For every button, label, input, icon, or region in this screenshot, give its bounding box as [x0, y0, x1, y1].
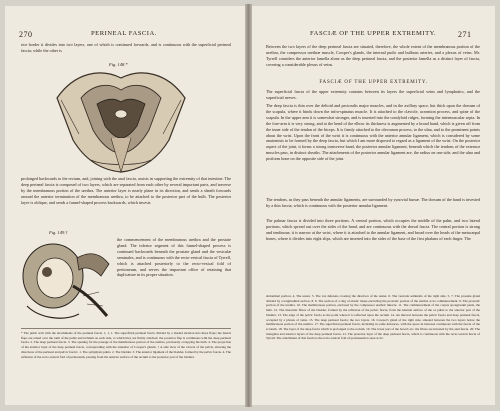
- left-wrap-text: the commencement of the membranous urethra and the prostate gland. The inferior segment of this funnel-shaped process is continued backwards beneath the prostate gland and the vesiculæ seminales, and is continuous with the recto-vesical fascia of Tyrrell, which is attached posteriorly to the recto-vesical fold of peritoneum, and serves the important office of retaining that duplicature in its proper situation.: [117, 237, 231, 278]
- right-para-1: Between the two layers of the deep perineal fascia are situated, therefore, the whole extent of the membranous portion of the urethra, the compressor urethræ muscle, Cowper's glands, the internal pudic and bulbous arteries, and a plexus of veins. Mr. Tyrrell considers the anterior lamella alone as the deep perineal fascia, and the posterior lamella as a distinct layer of fascia, covering a considerable plexus of veins.: [266, 44, 480, 67]
- left-body-text: prolonged backwards to the rectum, and, joining with the anal fascia, assists in supporting the extremity of that intestine. The deep perineal fascia is composed of two layers, which are separated from each other by several important parts, and traverse by the membranous portion of the urethra. The anterior layer is nearly plane in its direction, and sends a sheath forwards around the anterior termination of the membranous urethra, to be attached to the posterior part of the bulb. The posterior layer is oblique, and sends a funnel-shaped process backwards, which invests: [21, 176, 231, 205]
- right-para-4: The tendons, as they pass beneath the annular ligaments, are surrounded by synovial bursæ. The dorsum of the hand is invested by a thin fascia, which is continuous with the posterior annular ligament.: [266, 197, 480, 208]
- right-para-3: The deep fascia is thin over the deltoid and pectoralis major muscles, and in the axillary space, but thick upon the dorsum of the scapula, where it binds down the infra-spinatus muscle. It is attached to the clavicle, acromion process, and spine of the scapula. In the upper arm it is somewhat stronger, and is inserted into the condyloid ridges, forming the intermuscular septa. In the fore-arm it is very strong, and at the bend of the elbow its thickness is augmented by a broad band, which is given off from the inner side of the tendon of the biceps. It is firmly attached to the olecranon process, to the ulna, and to the prominent points about the wrist. Upon the front of the wrist it is continuous with the anterior annular ligament, which is considered by some anatomists to be formed by the deep fascia, but which I am more disposed to regard as a ligament of the wrist. On the posterior aspect of the joint, it forms a strong transverse band, the posterior annular ligament, beneath which the tendons of the extensor muscles pass, in distinct sheaths. The attachments of the posterior annular ligament are, the radius on one side, and the ulna and pisiform bone on the opposite side of the joint.: [266, 103, 480, 162]
- figure-148-label: Fig. 148.*: [109, 62, 128, 67]
- figure-149-label: Fig. 149.†: [49, 230, 68, 235]
- left-footnote-rule: [21, 328, 231, 329]
- right-para-5: The palmar fascia is divided into three portions. A central portion, which occupies the middle of the palm, and two lateral portions, which spread out over the sides of the hand, and are continuous with the dorsal fascia. The central portion is strong and tendinous; it is narrow at the wrist, where it is attached to the annular ligament, and broad over the heads of the metacarpal bones, where it divides into eight slips, which are inserted into the sides of the base of the first phalanx of each finger. The: [266, 218, 480, 241]
- left-footnote: * The pubic arch with the attachments of the perineal fascia. 1, 1, 1. The superficial perineal fascia divided by a shaded incision into three flaps; the lateral flaps are raised over the rami of the pubis and ischium on each side, to which they are firmly attached; the posterior flap is continuous with the deep perineal fascia. 2. The deep perineal fascia. 3. The opening for the passage of the membranous portion of the urethra, previously occupying the bulb. 4. The projection of the anterior layer of the deep perineal fascia, corresponding with the situation of Cowper's glands. † A side view of the viscera of the pelvis, showing the directions of the perineal and pelvic fasciæ. 1. The symphysis pubis. 2. The bladder. 3. The anterior ligament of the bladder, formed by the pelvic fascia. 4. The reflexion of the recto-vesical fold of peritoneum, passing from the anterior surface of the rectum to the posterior part of the bladder.: [21, 331, 231, 359]
- pubic-arch-figure: [51, 68, 191, 174]
- right-para-2: The superficial fascia of the upper extremity contains between its layers the superficial veins and lymphatics, and the superficial nerves.: [266, 89, 480, 100]
- book-gutter: [245, 4, 252, 407]
- left-running-head: PERINEAL FASCIA.: [91, 30, 157, 37]
- right-footnote: abdominal portion. 4. The ureter. 5. The vas deferens crossing the direction of the ureter. 6. The vesicula seminalis of the right side. 5, 7. The prostate gland divided by a longitudinal section. 8, 9. The section of a ring of elastic tissue encircling the prostatic portion of the urethra at its commencement. 9. The prostatic portion of the urethra. 10. The membranous portion, enclosed by the compressor urethræ muscle. 11. The commencement of the corpus spongiosum penis, the bulb. 12. The muscular fibres of the bladder, formed by the reflexion of the pelvic fascia, from the internal surface of the os pubis to the anterior part of the bladder. 13. The edge of the pelvic fascia as the point where it is reflected upon the rectum. 14. An interval between the pelvic fascia and deep perineal fascia, occupied by a plexus of veins. 15. The deep perineal fascia; the two layers. 16. Cowper's gland of the right side, situated between the two layers below the membranous portion of the urethra. 17. The superficial perineal fascia, including in some instances, with the space in between continuous with the fascia of the scrotum. 18. The layer of the deep fascia which is prolonged to the rectum. 19. The lower part of the bowel; etc. the fibres are invested by the anal fascia. 20. The triangular and anterior layers of the deep perineal fascia. 21. The posterior layer of the deep perineal fascia, which is continuous with the recto-vesical fascia of Tyrrell. The attachment of this fascia is the recto-vesical fold of peritoneum is seen at 22.: [266, 294, 480, 341]
- right-running-head: FASCIÆ OF THE UPPER EXTREMITY.: [310, 30, 437, 37]
- section-title: FASCIÆ OF THE UPPER EXTREMITY.: [319, 80, 428, 85]
- right-page-number: 271: [458, 30, 472, 39]
- pelvic-viscera-figure: [17, 236, 115, 326]
- right-page: [252, 6, 495, 405]
- left-intro-text: rior border it divides into two layers, one of which is continued forwards, and is continuous with the superficial perineal fascia; while the other is: [21, 42, 231, 53]
- left-page-number: 270: [19, 30, 33, 39]
- left-page: [5, 6, 245, 405]
